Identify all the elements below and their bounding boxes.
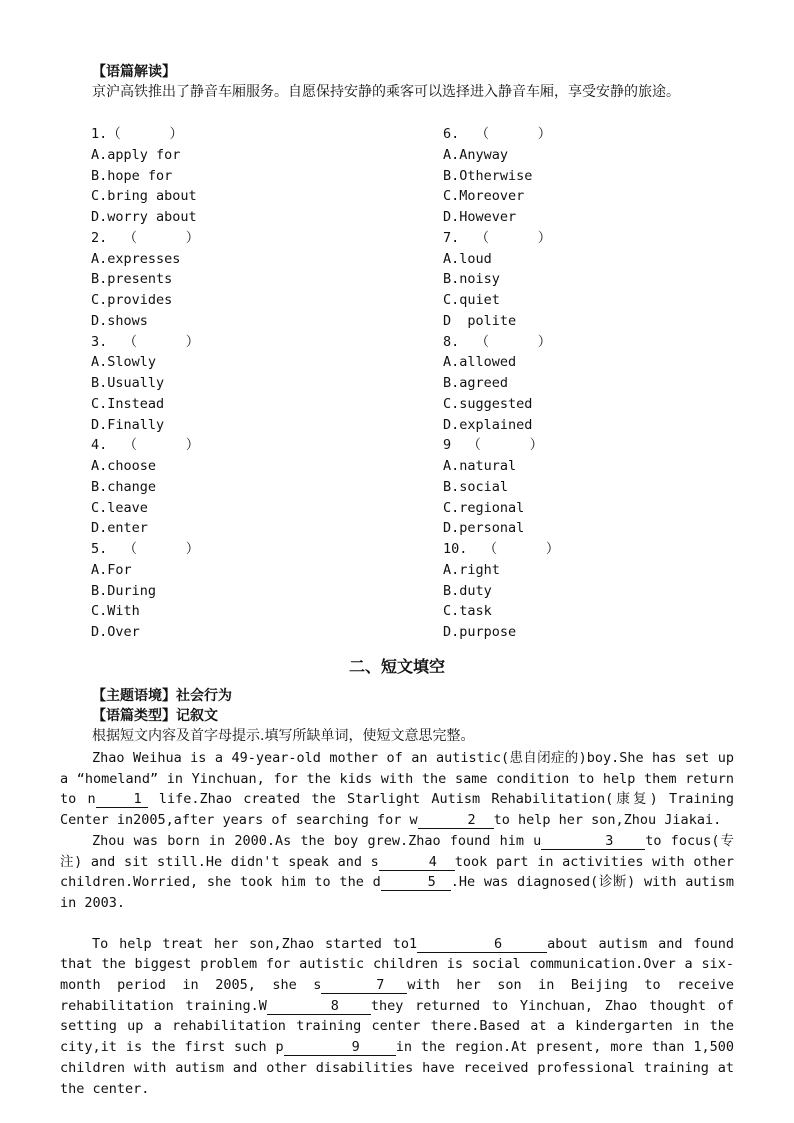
question-10 — [443, 539, 743, 643]
option-b: B.change — [91, 478, 157, 495]
paragraph-3 — [60, 934, 734, 1100]
passage-text: to focus(专注) and sit still.He didn't speak and s — [60, 832, 734, 870]
blank-4[interactable]: 4 — [379, 854, 455, 871]
option-c: C.regional — [443, 499, 525, 516]
passage-summary — [60, 62, 734, 102]
option-c: C.With — [91, 603, 140, 620]
blank-9[interactable]: 9 — [284, 1039, 396, 1056]
passage-text: with her son in Beijing to receive rehabilitation training.W — [60, 977, 734, 1014]
option-b: B.Otherwise — [443, 167, 533, 184]
theme-line — [92, 686, 474, 706]
option-a: A.apply for — [91, 146, 181, 163]
theme-value: 社会行为 — [176, 688, 232, 704]
option-c: C.Moreover — [443, 188, 525, 205]
blank-7[interactable]: 7 — [321, 977, 407, 994]
passage-text: to help her son,Zhou Jiakai. — [493, 812, 722, 829]
option-d: D.personal — [443, 520, 525, 537]
question-number: 1.（ ） — [91, 126, 184, 142]
question-5 — [91, 539, 411, 643]
passage-text: took part in activities with other children.Worried, she took him to the d — [60, 853, 734, 891]
option-a: A.For — [91, 561, 132, 578]
question-3 — [91, 332, 411, 436]
option-d: D.Finally — [91, 416, 165, 433]
option-a: A.allowed — [443, 354, 517, 371]
passage-text: they returned to Yinchuan, Zhao thought of setting up a rehabilitation training center there.Based at a kindergarten in the city,it is the first such p — [60, 997, 734, 1056]
option-a: A.expresses — [91, 250, 181, 267]
option-b: B.agreed — [443, 375, 509, 391]
paragraph-2 — [60, 831, 734, 914]
option-b: B.During — [91, 582, 157, 599]
question-2 — [91, 228, 411, 332]
type-line — [92, 706, 474, 726]
summary-label: 【语篇解读】 — [92, 64, 176, 80]
option-b: B.presents — [91, 271, 173, 288]
question-number: 6. （ ） — [443, 126, 552, 142]
theme-label: 【主题语境】 — [92, 688, 176, 704]
option-a: A.right — [443, 561, 500, 578]
option-a: A.Anyway — [443, 146, 509, 163]
option-b: B.duty — [443, 582, 492, 599]
summary-text: 京沪高铁推出了静音车厢服务。自愿保持安静的乘客可以选择进入静音车厢，享受安静的旅途。 — [92, 84, 680, 100]
question-8 — [443, 332, 743, 436]
option-c: C.leave — [91, 499, 148, 516]
blank-6[interactable]: 6 — [417, 936, 547, 953]
question-number: 10. （ ） — [443, 541, 560, 557]
option-d: D.However — [443, 209, 517, 225]
instruction: 根据短文内容及首字母提示.填写所缺单词，使短文意思完整。 — [92, 728, 475, 744]
blank-2[interactable]: 2 — [418, 812, 494, 829]
option-c: C.provides — [91, 292, 173, 308]
option-c: C.suggested — [443, 395, 533, 412]
type-label: 【语篇类型】 — [92, 708, 176, 724]
option-d: D polite — [443, 312, 517, 329]
option-b: B.Usually — [91, 375, 165, 391]
option-d: D.explained — [443, 416, 533, 433]
option-d: D.shows — [91, 312, 148, 329]
question-7 — [443, 228, 743, 332]
question-4 — [91, 435, 411, 539]
option-a: A.choose — [91, 458, 157, 474]
question-1 — [91, 124, 411, 228]
option-a: A.natural — [443, 458, 517, 474]
option-c: C.task — [443, 603, 492, 620]
option-d: D.Over — [91, 624, 140, 640]
type-value: 记叙文 — [176, 708, 218, 724]
questions-left-column — [91, 124, 411, 643]
option-d: D.worry about — [91, 209, 197, 225]
question-number: 2. （ ） — [91, 229, 200, 246]
section-title: 二、短文填空 — [348, 657, 445, 676]
passage-text: in the region.At present, more than 1,500 children with autism and other disabilities have received professional training at the center. — [60, 1039, 734, 1097]
passage-text: .He was diagnosed(诊断) with autism in 2003. — [60, 874, 734, 911]
question-number: 3. （ ） — [91, 333, 200, 350]
option-c: C.Instead — [91, 395, 165, 412]
option-d: D.enter — [91, 520, 148, 537]
passage-text: Zhou was born in 2000.As the boy grew.Zhao found him u — [92, 832, 542, 849]
option-a: A.Slowly — [91, 354, 157, 371]
blank-5[interactable]: 5 — [381, 874, 451, 891]
blank-8[interactable]: 8 — [267, 998, 371, 1015]
passage-text: about autism and found that the biggest problem for autistic children is social communication.Over a six-month period in 2005, she s — [60, 935, 734, 994]
question-6 — [443, 124, 743, 228]
question-number: 9 （ ） — [443, 437, 544, 454]
option-c: C.bring about — [91, 188, 197, 205]
option-d: D.purpose — [443, 624, 517, 640]
option-b: B.social — [443, 478, 509, 495]
question-number: 4. （ ） — [91, 437, 200, 454]
option-c: C.quiet — [443, 292, 500, 308]
question-number: 5. （ ） — [91, 541, 200, 557]
option-a: A.loud — [443, 250, 492, 267]
question-9 — [443, 435, 743, 539]
question-number: 8. （ ） — [443, 333, 552, 350]
question-number: 7. （ ） — [443, 229, 552, 246]
option-b: B.noisy — [443, 271, 500, 288]
option-b: B.hope for — [91, 167, 173, 184]
section-meta — [92, 686, 474, 746]
passage-text: life.Zhao created the Starlight Autism Rehabilitation(康复) Training Center in2005,after years of searching for w — [60, 791, 734, 829]
passage-text: To help treat her son,Zhao started to1 — [92, 935, 418, 952]
questions-right-column — [443, 124, 743, 643]
cloze-passage — [60, 748, 734, 1099]
passage-text: Zhao Weihua is a 49-year-old mother of an autistic(患自闭症的)boy.She has set up a “homeland” in Yinchuan, for the kids with the same condition to help them return to n — [60, 750, 734, 808]
blank-1[interactable]: 1 — [96, 791, 148, 808]
paragraph-1 — [60, 748, 734, 831]
blank-3[interactable]: 3 — [541, 833, 645, 850]
